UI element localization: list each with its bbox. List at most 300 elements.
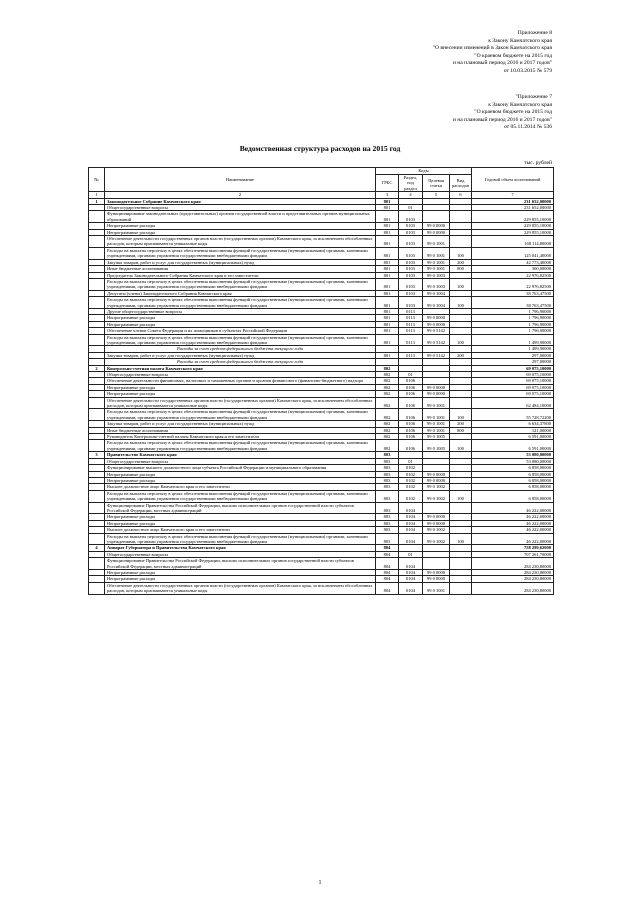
row-section: 0103 [399,290,423,296]
row-name: Общегосударственные вопросы [105,458,376,464]
header-line: "О краевом бюджете на 2015 год [474,109,552,116]
row-grbs: 804 [376,570,399,576]
row-amount: 297,00000 [472,359,554,365]
row-grbs: 803 [376,458,399,464]
row-amount: 300,00000 [472,266,554,272]
row-section: 0106 [399,391,423,397]
row-amount: 229 855,10000 [472,229,554,235]
row-amount: 168 114,80000 [472,236,554,248]
col-number: 3 [376,192,399,198]
row-target-article: 99 0 1004 [423,297,450,309]
row-section: 0104 [399,558,423,570]
row-number [89,409,105,421]
row-amount: 22 976,82500 [472,272,554,278]
row-name: Расходы на выплаты персоналу в целях обеспечения выполнения функций государственными (муниципальными) органами, казенными учреждениями, органами управления государственными внебюджетными фондами [105,278,376,290]
row-target-article: 99 0 1001 [423,427,450,433]
row-amount: 758 299,62000 [472,545,554,551]
table-body [89,198,554,594]
row-section: 0102 [399,484,423,490]
row-amount: 1 796,90000 [472,308,554,314]
row-target-article: 99 0 5142 [423,352,450,358]
table-row [89,558,554,570]
row-expense-type: 100 [450,533,472,545]
row-section: 0104 [399,520,423,526]
row-expense-type [450,558,472,570]
row-name: Расходы на выплаты персоналу в целях обеспечения выполнения функций государственными (муниципальными) органами, казенными учреждениями, органами управления государственными внебюджетными фондами [105,297,376,309]
row-section: 0106 [399,409,423,421]
row-amount: 1 499,90000 [472,334,554,346]
row-number [89,440,105,452]
row-expense-type: 200 [450,259,472,265]
row-number [89,278,105,290]
row-section: 0103 [399,272,423,278]
row-expense-type: 100 [450,247,472,259]
table-row [89,533,554,545]
row-name: Функционирование высшего должностного лица субъекта Российской Федерации и муниципального образования [105,465,376,471]
col-header-vr: Вид расходов [450,175,472,192]
row-section: 01 [399,458,423,464]
row-target-article: 99 0 1001 [423,266,450,272]
row-name: Аппарат Губернатора и Правительства Камчатского края [105,545,376,551]
row-section: 0106 [399,397,423,409]
row-target-article: 99 0 1001 [423,247,450,259]
row-amount: 6 858,00000 [472,490,554,502]
col-number: 1 [89,192,105,198]
row-target-article: 99 0 1002 [423,533,450,545]
row-name: Общегосударственные вопросы [105,372,376,378]
row-number [89,490,105,502]
row-target-article: 99 0 1004 [423,290,450,296]
table-row [89,247,554,259]
row-target-article: 99 0 5142 [423,328,450,334]
row-name: Расходы на выплаты персоналу в целях обеспечения выполнения функций государственными (муниципальными) органами, казенными учреждениями, органами управления государственными внебюджетными фондами [105,490,376,502]
row-number [89,533,105,545]
appendix-header-current [433,30,552,76]
row-target-article: 99 0 0000 [423,514,450,520]
row-name: Непрограммные расходы [105,471,376,477]
row-name: Расходы за счет средств федерального бюджета текущего года [105,359,376,365]
row-target-article: 99 0 0000 [423,223,450,229]
row-amount: 1 796,90000 [472,328,554,334]
row-grbs: 802 [376,397,399,409]
row-name: Депутаты (члены) Законодательного Собрания Камчатского края [105,290,376,296]
row-expense-type [450,397,472,409]
header-line: к Закону Камчатского края [488,101,552,108]
row-name: Непрограммные расходы [105,321,376,327]
row-section: 0102 [399,490,423,502]
row-section: 0103 [399,297,423,309]
col-header-amount: Годовой объем ассигнований [472,168,554,192]
row-name: Общегосударственные вопросы [105,205,376,211]
row-expense-type: 100 [450,297,472,309]
row-section: 0103 [399,247,423,259]
row-number [89,334,105,346]
row-section: 0103 [399,229,423,235]
row-amount: 69 075,10000 [472,391,554,397]
table-row [89,236,554,248]
row-grbs: 801 [376,205,399,211]
row-grbs: 804 [376,551,399,557]
row-name: Функционирование Правительства Российской Федерации, высших исполнительных органов государственной власти субъектов Российской Федерации, местных администраций [105,558,376,570]
row-grbs: 801 [376,352,399,358]
row-target-article: 99 0 0000 [423,384,450,390]
row-grbs: 801 [376,229,399,235]
row-grbs: 802 [376,378,399,384]
header-line: к Закону Камчатского края [488,37,552,44]
row-section: 0103 [399,211,423,223]
row-section: 0113 [399,315,423,321]
row-grbs: 801 [376,328,399,334]
row-amount: 284 230,80000 [472,576,554,582]
row-expense-type: 100 [450,334,472,346]
row-name: Расходы на выплаты персоналу в целях обеспечения выполнения функций государственными (муниципальными) органами, казенными учреждениями, органами управления государственными внебюджетными фондами [105,334,376,346]
row-target-article: 99 0 1005 [423,440,450,452]
row-number [89,297,105,309]
col-header-codes: Коды [376,168,472,175]
row-expense-type: 100 [450,409,472,421]
row-name: Высшее должностное лицо Камчатского края и его заместители [105,527,376,533]
row-section: 0104 [399,502,423,514]
row-name: Закупка товаров, работ и услуг для государственных (муниципальных) нужд [105,352,376,358]
row-grbs: 801 [376,272,399,278]
table-row [89,397,554,409]
row-amount: 1 796,90000 [472,315,554,321]
row-section: 0113 [399,352,423,358]
col-header-cs: Целевая статья [423,175,450,192]
row-grbs: 803 [376,520,399,526]
row-amount: 53 080,00000 [472,452,554,458]
row-grbs: 801 [376,259,399,265]
row-amount: 6 858,00000 [472,471,554,477]
row-amount: 6 591,00000 [472,434,554,440]
table-row [89,297,554,309]
table-row [89,278,554,290]
row-target-article: 99 0 0000 [423,471,450,477]
row-amount: 1 796,90000 [472,321,554,327]
row-name: Непрограммные расходы [105,229,376,235]
row-grbs: 801 [376,266,399,272]
row-target-article: 99 0 0000 [423,315,450,321]
row-section: 0102 [399,471,423,477]
row-grbs: 802 [376,372,399,378]
row-grbs: 801 [376,297,399,309]
row-expense-type: 100 [450,490,472,502]
row-amount: 231 652,00000 [472,205,554,211]
table-row [89,211,554,223]
row-name: Расходы на выплаты персоналу в целях обеспечения выполнения функций государственными (муниципальными) органами, казенными учреждениями, органами управления государственными внебюджетными фондами [105,533,376,545]
header-line: от 05.11.2014 № 536 [503,124,552,131]
row-target-article: 99 0 0000 [423,570,450,576]
row-name: Непрограммные расходы [105,514,376,520]
row-amount: 284 230,80000 [472,582,554,594]
row-expense-type [450,211,472,223]
row-number [89,211,105,223]
row-section: 0102 [399,465,423,471]
row-name: Непрограммные расходы [105,384,376,390]
row-name: Иные бюджетные ассигнования [105,266,376,272]
row-grbs: 804 [376,582,399,594]
row-amount: 69 075,10000 [472,384,554,390]
table-row [89,440,554,452]
row-section: 0104 [399,527,423,533]
row-section: 0113 [399,308,423,314]
row-grbs: 803 [376,452,399,458]
row-name: Общегосударственные вопросы [105,551,376,557]
header-line: "О краевом бюджете на 2015 год [474,52,552,59]
row-target-article: 99 0 0000 [423,321,450,327]
row-section: 0104 [399,582,423,594]
row-amount: 46 222,00000 [472,514,554,520]
row-target-article: 99 0 1003 [423,272,450,278]
row-amount: 38 763,47500 [472,297,554,309]
row-number [89,582,105,594]
row-grbs: 801 [376,198,399,204]
row-target-article: 99 0 1002 [423,484,450,490]
row-number: 3 [89,452,105,458]
row-amount: 6 858,00000 [472,465,554,471]
row-name: Непрограммные расходы [105,315,376,321]
row-grbs: 801 [376,236,399,248]
row-name: Законодательное Собрание Камчатского края [105,198,376,204]
row-number: 2 [89,365,105,371]
row-section: 0106 [399,378,423,384]
table-row [89,409,554,421]
header-line: Приложение 8 [517,30,552,36]
row-name: Непрограммные расходы [105,520,376,526]
row-expense-type [450,236,472,248]
unit-label: тыс. рублей [524,160,552,166]
row-grbs: 802 [376,421,399,427]
row-number [89,247,105,259]
row-section: 0103 [399,236,423,248]
row-amount: 42 773,40000 [472,259,554,265]
row-grbs: 803 [376,533,399,545]
row-target-article: 99 0 0000 [423,520,450,526]
row-name: Контрольно-счетная палата Камчатского края [105,365,376,371]
table-row [89,582,554,594]
header-line: "Приложение 7 [515,94,552,100]
row-name: Непрограммные расходы [105,570,376,576]
row-grbs: 803 [376,490,399,502]
col-number: 7 [472,192,554,198]
row-grbs: 803 [376,514,399,520]
col-header-name: Наименование [105,168,376,192]
row-name: Обеспечение деятельности государственных органов власти (государственных органов) Камчатского края, за исключением обособленных расходов, которым присваиваются уникальные коды [105,582,376,594]
col-header-grbs: ГРБС [376,175,399,192]
row-name: Функционирование Правительства Российской Федерации, высших исполнительных органов государственной власти субъектов Российской Федерации, местных администраций [105,502,376,514]
row-target-article: 99 0 1001 [423,397,450,409]
row-grbs: 804 [376,558,399,570]
row-amount: 46 222,00000 [472,502,554,514]
row-amount: 6 858,00000 [472,477,554,483]
row-grbs: 802 [376,434,399,440]
row-target-article: 99 0 1005 [423,434,450,440]
row-expense-type [450,582,472,594]
row-grbs: 801 [376,278,399,290]
row-name: Закупка товаров, работ и услуг для государственных (муниципальных) нужд [105,259,376,265]
row-amount: 284 230,80000 [472,558,554,570]
row-amount: 55 728,72200 [472,409,554,421]
row-name: Расходы на выплаты персоналу в целях обеспечения выполнения функций государственными (муниципальными) органами, казенными учреждениями, органами управления государственными внебюджетными фондами [105,409,376,421]
row-amount: 38 763,47500 [472,290,554,296]
row-amount: 125 041,40000 [472,247,554,259]
row-target-article: 99 0 1002 [423,490,450,502]
row-name: Функционирование законодательных (представительных) органов государственной власти и представительных органов муниципальных образований [105,211,376,223]
row-number [89,502,105,514]
row-section: 01 [399,205,423,211]
row-grbs: 803 [376,484,399,490]
row-target-article [423,502,450,514]
row-section: 0113 [399,321,423,327]
row-target-article: 99 0 1001 [423,259,450,265]
row-target-article: 99 0 1001 [423,582,450,594]
row-amount: 22 976,82500 [472,278,554,290]
row-name: Обеспечение членов Совета Федерации и их помощников в субъектах Российской Федерации [105,328,376,334]
row-amount: 69 075,10000 [472,372,554,378]
row-name: Непрограммные расходы [105,223,376,229]
row-amount: 62 484,10000 [472,397,554,409]
row-name: Расходы на выплаты персоналу в целях обеспечения выполнения функций государственными (муниципальными) органами, казенными учреждениями, органами управления государственными внебюджетными фондами [105,440,376,452]
col-header-num: № [89,168,105,192]
row-name: Высшее должностное лицо Камчатского края и его заместители [105,484,376,490]
row-section: 0104 [399,570,423,576]
row-number [89,236,105,248]
col-header-rz: Раздел, под раздел [399,175,423,192]
row-name: Председатель Законодательного Собрания Камчатского края и его заместители [105,272,376,278]
appendix-header-original [453,94,552,132]
row-target-article [423,558,450,570]
row-number [89,558,105,570]
table-row [89,334,554,346]
row-target-article: 99 0 1001 [423,409,450,421]
row-name: Обеспечение деятельности государственных органов власти (государственных органов) Камчатского края, за исключением обособленных расходов, которым присваиваются уникальные коды [105,397,376,409]
row-section: 0104 [399,533,423,545]
row-grbs: 802 [376,391,399,397]
row-expense-type: 200 [450,352,472,358]
row-grbs: 802 [376,409,399,421]
row-amount: 6 591,00000 [472,440,554,452]
row-grbs: 803 [376,527,399,533]
row-amount: 6 634,37800 [472,421,554,427]
row-name: Расходы на выплаты персоналу в целях обеспечения выполнения функций государственными (муниципальными) органами, казенными учреждениями, органами управления государственными внебюджетными фондами [105,247,376,259]
col-number: 2 [105,192,376,198]
row-section: 0106 [399,440,423,452]
row-name: Иные бюджетные ассигнования [105,427,376,433]
row-grbs: 801 [376,290,399,296]
row-name: Обеспечение деятельности государственных органов власти (государственных органов) Камчатского края, за исключением обособленных расходов, которым присваиваются уникальные коды [105,236,376,248]
row-grbs: 804 [376,576,399,582]
header-line: и на плановый период 2016 и 2017 годов" [452,116,552,123]
row-name: Закупка товаров, работ и услуг для государственных (муниципальных) нужд [105,421,376,427]
row-name: Расходы за счет средств федерального бюджета текущего года [105,346,376,352]
row-section: 0103 [399,278,423,290]
row-number [89,397,105,409]
row-section: 0104 [399,576,423,582]
row-target-article: 99 0 1002 [423,527,450,533]
row-amount: 229 855,10000 [472,211,554,223]
row-grbs: 803 [376,502,399,514]
row-amount: 46 222,00000 [472,527,554,533]
row-target-article: 99 0 5142 [423,334,450,346]
col-number: 6 [450,192,472,198]
row-amount: 231 652,00000 [472,198,554,204]
page-number: 1 [318,880,322,886]
col-number: 4 [399,192,423,198]
row-name: Обеспечение деятельности финансовых, налоговых и таможенных органов и органов финансового (финансово-бюджетного) надзора [105,378,376,384]
header-line: и на плановый период 2016 и 2017 годов" [452,60,552,67]
row-section: 0102 [399,477,423,483]
expenditure-table [88,167,554,595]
row-target-article: 99 0 1003 [423,278,450,290]
table-row [89,490,554,502]
row-grbs: 801 [376,211,399,223]
row-name: Руководитель Контрольно-счетной палаты Камчатского края и его заместители [105,434,376,440]
row-grbs: 802 [376,440,399,452]
row-expense-type: 800 [450,266,472,272]
row-amount: 297,00000 [472,352,554,358]
row-section: 0106 [399,427,423,433]
row-amount: 46 222,00000 [472,520,554,526]
row-name: Непрограммные расходы [105,477,376,483]
row-section: 0103 [399,223,423,229]
row-section: 0106 [399,384,423,390]
row-section: 0113 [399,328,423,334]
row-grbs: 801 [376,308,399,314]
row-amount: 6 858,00000 [472,484,554,490]
row-amount: 1 499,90000 [472,346,554,352]
row-target-article [423,211,450,223]
row-number: 1 [89,198,105,204]
row-amount: 69 075,10000 [472,365,554,371]
row-target-article: 99 0 0000 [423,477,450,483]
row-grbs: 802 [376,384,399,390]
row-grbs: 801 [376,315,399,321]
row-grbs: 802 [376,365,399,371]
row-amount: 707 261,70000 [472,551,554,557]
row-name: Другие общегосударственные вопросы [105,308,376,314]
row-amount: 46 222,00000 [472,533,554,545]
row-section: 0104 [399,514,423,520]
row-grbs: 801 [376,223,399,229]
row-amount: 53 080,00000 [472,458,554,464]
row-target-article: 99 0 1001 [423,421,450,427]
document-title: Ведомственная структура расходов на 2015 год [239,144,401,153]
row-grbs: 801 [376,247,399,259]
row-expense-type: 100 [450,440,472,452]
table-row [89,502,554,514]
row-grbs: 802 [376,427,399,433]
header-line: "О внесении изменений в Закон Камчатского края [432,45,552,52]
row-grbs: 803 [376,471,399,477]
row-section: 0113 [399,334,423,346]
row-section: 0106 [399,421,423,427]
row-grbs: 801 [376,321,399,327]
row-expense-type: 800 [450,427,472,433]
row-amount: 284 230,80000 [472,570,554,576]
row-name: Правительство Камчатского края [105,452,376,458]
row-name: Непрограммные расходы [105,576,376,582]
row-section: 0106 [399,434,423,440]
row-grbs: 803 [376,477,399,483]
row-target-article: 99 0 0000 [423,576,450,582]
row-amount: 229 855,10000 [472,223,554,229]
row-amount: 121,00000 [472,427,554,433]
row-amount: 69 075,10000 [472,378,554,384]
row-section: 0103 [399,259,423,265]
header-line: от 10.03.2015 № 579 [503,67,552,74]
row-expense-type [450,502,472,514]
row-grbs: 804 [376,545,399,551]
